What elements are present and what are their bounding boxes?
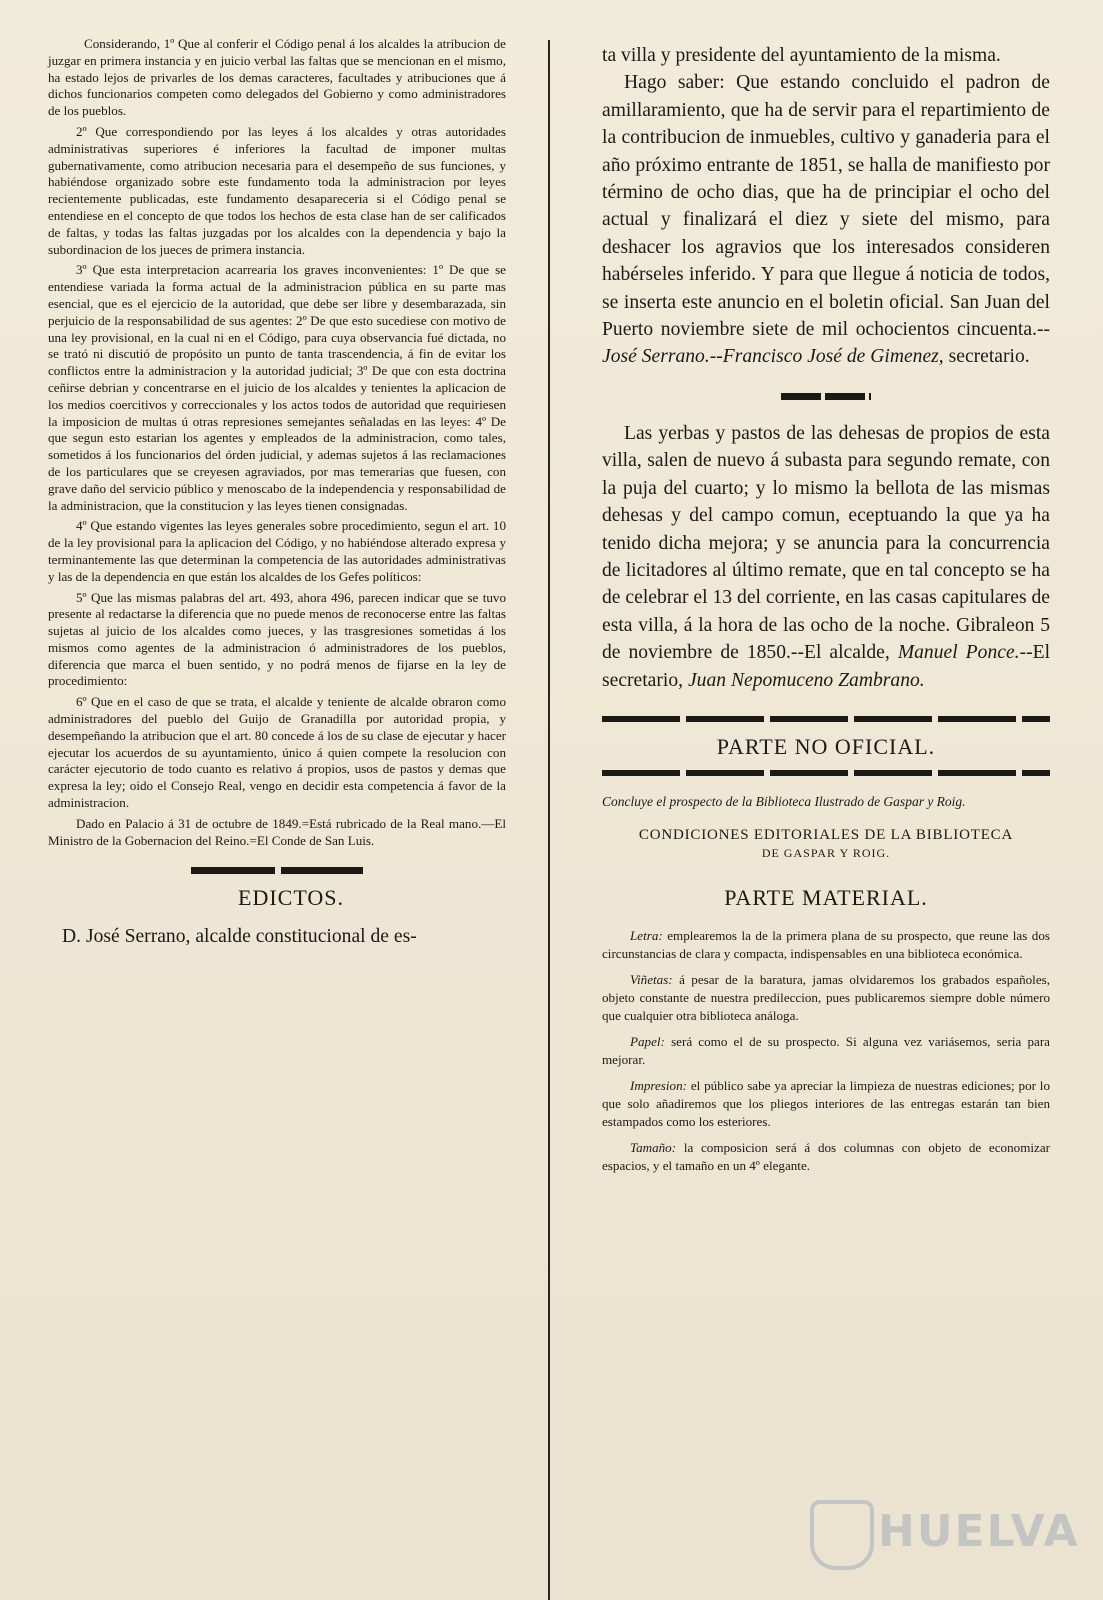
parte-material-heading: PARTE MATERIAL. [724,884,928,910]
ornament-divider-short [781,393,871,400]
edicto-continuation: ta villa y presidente del ayuntamiento de la misma. [602,45,1001,66]
material-text: será como el de su prospecto. Si alguna vez variásemos, seria para mejorar. [602,1033,1050,1067]
edicto-opening-line: D. José Serrano, alcalde constitucional de es- [62,926,417,948]
edicto-body-text: Hago saber: Que estando concluido el padron de amillaramiento, que ha de servir para el repartimiento de la contribucion de inmuebles, cultivo y ganaderia para el año próximo entrante de 1851, se halla de manifiesto por término de ocho dias, que ha de principiar el ocho del actual y finalizará el diez y siete del mismo, para deshacer los agravios que los interesados consideren habérseles inferido. Y para que llegue á noticia de todos, se inserta este anuncio en el boletin oficial. San Juan del Puerto noviembre siete de mil ochocientos cincuenta.-- [602,72,1050,341]
material-text: emplearemos la de la primera plana de su prospecto, que reune las dos circunstancias de clara y compacta, indispensables en una biblioteca económica. [602,927,1050,961]
material-item-tamano [602,1139,1050,1175]
archive-logo-icon [810,1500,874,1570]
material-text: el público sabe ya apreciar la limpieza de nuestras ediciones; por lo que solo añadiremos que los pliegos interiores de las entregas estarán tan bien estampados como los esteriores. [602,1077,1050,1129]
considerando-1-paragraph: Considerando, 1º Que al conferir el Código penal á los alcaldes la atribucion de juzgar en primera instancia y en juicio verbal las faltas que se mencionan en el mismo, ha estado lejos de privarles de los demas caracteres, facultades y atribuciones que á dichos funcionarios competen como delegados del Gobierno y como administradores de los pueblos. [48,36,506,119]
edicto-signatories: José Serrano.--Francisco José de Gimenez, [602,346,944,368]
edicto-secretario-label: secretario. [943,346,1030,368]
material-label: Papel: [630,1033,665,1049]
ornament-divider [191,867,363,874]
condiciones-subheading: DE GASPAR Y ROIG. [761,845,891,860]
yerbas-notice [602,420,1050,694]
right-column [602,42,1050,1183]
considerando-2-paragraph: 2º Que correspondiendo por las leyes á los alcaldes y otras autoridades administrativas superiores é inferiores la facultad de imponer multas gubernativamente, como atribucion necesaria para el desempeño de sus funciones, y habiéndose organizado sobre este fundamento toda la administracion por leyes recientemente publicadas, este fundamento desapareceria si el Código penal se entendiese en el concepto de que todos los hechos de esta clase han de ser calificados de faltas, y todas las faltas juzgadas por los alcaldes con la dependencia y bajo la subordinacion de los jueces de primera instancia. [48,123,506,257]
condiciones-heading: CONDICIONES EDITORIALES DE LA BIBLIOTECA [638,826,1014,843]
material-item-vinetas [602,971,1050,1025]
considerando-6-paragraph: 6º Que en el caso de que se trata, el alcalde y teniente de alcalde obraron como administradores del pueblo del Guijo de Granadilla por autoridad propia, y desempeñando la atribucion que el art. 80 concede á los de su clase de ejecutar y hacer ejecutar los acuerdos de su ayuntamiento, único á quien compete la resolucion con carácter ejecutorio de todo cuanto es relativo á propios, usos de pastos y demas que expresa la ley; oido el Consejo Real, vengo en decidir esta competencia á favor de la administracion. [48,694,506,811]
material-item-papel [602,1033,1050,1069]
yerbas-alcalde-name: Manuel Ponce. [897,642,1020,664]
archive-watermark: HUELVA [878,1506,1080,1557]
material-label: Impresion: [630,1077,687,1093]
material-label: Viñetas: [630,971,673,987]
considerando-3-paragraph: 3º Que esta interpretacion acarrearia los graves inconvenientes: 1º De que se entendiese variada la forma actual de la administracion pública en su parte mas esencial, que es el ejercicio de la autoridad, que debe ser libre y desembarazada, sin perjuicio de la responsabilidad de sus agentes: 2º De que esto sucediese con motivo de una ley provisional, en la cual ni en el Código, para cuya observancia fué dictada, no se trató ni discutió de propósito un punto de tanta trascendencia, á fin de evitar los conflictos entre la administracion y la autoridad judicial; 3º De que con esta doctrina ceñirse debrian y concentrarse en el juicio de los alcaldes y tenientes la aplicacion de los medios coercitivos y correccionales y los actos todos de autoridad que requiriesen la imposicion de multas ú otras represiones semejantes señaladas en las leyes: 4º De que segun esto estarian los agentes y empleados de la administracion, como tales, sometidos á los funcionarios del órden judicial, y ademas sujetos á las reclamaciones de los particulares que se creyesen agraviados, por mas temerarias que fuesen, con grave daño del servicio público y menoscabo de la independencia y responsabilidad de la administracion, que la constitucion y las leyes tienen consignadas. [48,262,506,513]
yerbas-notice-text: Las yerbas y pastos de las dehesas de propios de esta villa, salen de nuevo á subasta para segundo remate, con la puja del cuarto; y lo mismo la bellota de las mismas dehesas y del campo comun, eceptuando la que ya ha tenido dicha mejora; y se anuncia para la concurrencia de licitadores al último remate, que en tal concepto se ha de celebrar el 13 del corriente, en las casas capitulares de esta villa, á la hora de las ocho de la noche. Gibraleon 5 de noviembre de 1850.--El alcalde, [602,422,1050,664]
yerbas-secretario-name: Juan Nepomuceno Zambrano. [687,669,925,691]
yerbas-secretario-label: --El secretario, [602,642,1051,691]
material-text: á pesar de la baratura, jamas olvidaremos los grabados españoles, objeto constante de nuestra predileccion, pues publicaremos siempre doble número que cualquier otra biblioteca análoga. [602,971,1050,1023]
material-text: la composicion será á dos columnas con objeto de economizar espacios, y el tamaño en un 4º elegante. [602,1139,1050,1173]
edicto-body [602,69,1050,370]
material-label: Letra: [630,927,663,943]
column-divider [548,40,550,1600]
material-item-letra [602,927,1050,963]
material-label: Tamaño: [630,1139,677,1155]
parte-no-oficial-heading: PARTE NO OFICIAL. [716,733,936,759]
prospecto-intro: Concluye el prospecto de la Biblioteca Ilustrado de Gaspar y Roig. [602,793,966,809]
decree-signature-paragraph: Dado en Palacio á 31 de octubre de 1849.=Está rubricado de la Real mano.—El Ministro de la Gobernacion del Reino.=El Conde de San Luis. [48,815,506,848]
left-column [48,36,506,955]
considerando-5-paragraph: 5º Que las mismas palabras del art. 493, ahora 496, parecen indicar que se tuvo presente al redactarse la diferencia que no puede menos de reconocerse entre las faltas sujetas al juicio de los alcaldes como jueces, y las trasgresiones sometidas á los mismos como agentes de la administracion ó administradores de los pueblos, diferencia que marca el buen sentido, y no podrá menos de fijarse en la ley de procedimiento: [48,589,506,689]
material-item-impresion [602,1077,1050,1131]
edictos-heading: EDICTOS. [238,885,344,911]
considerando-4-paragraph: 4º Que estando vigentes las leyes generales sobre procedimiento, segun el art. 10 de la ley provisional para la aplicacion del Código, y no habiéndose alterado expresa y terminantemente las que determinan la competencia de las autoridades administrativas y las de la dependencia en que están los alcaldes de los Gefes políticos: [48,518,506,584]
